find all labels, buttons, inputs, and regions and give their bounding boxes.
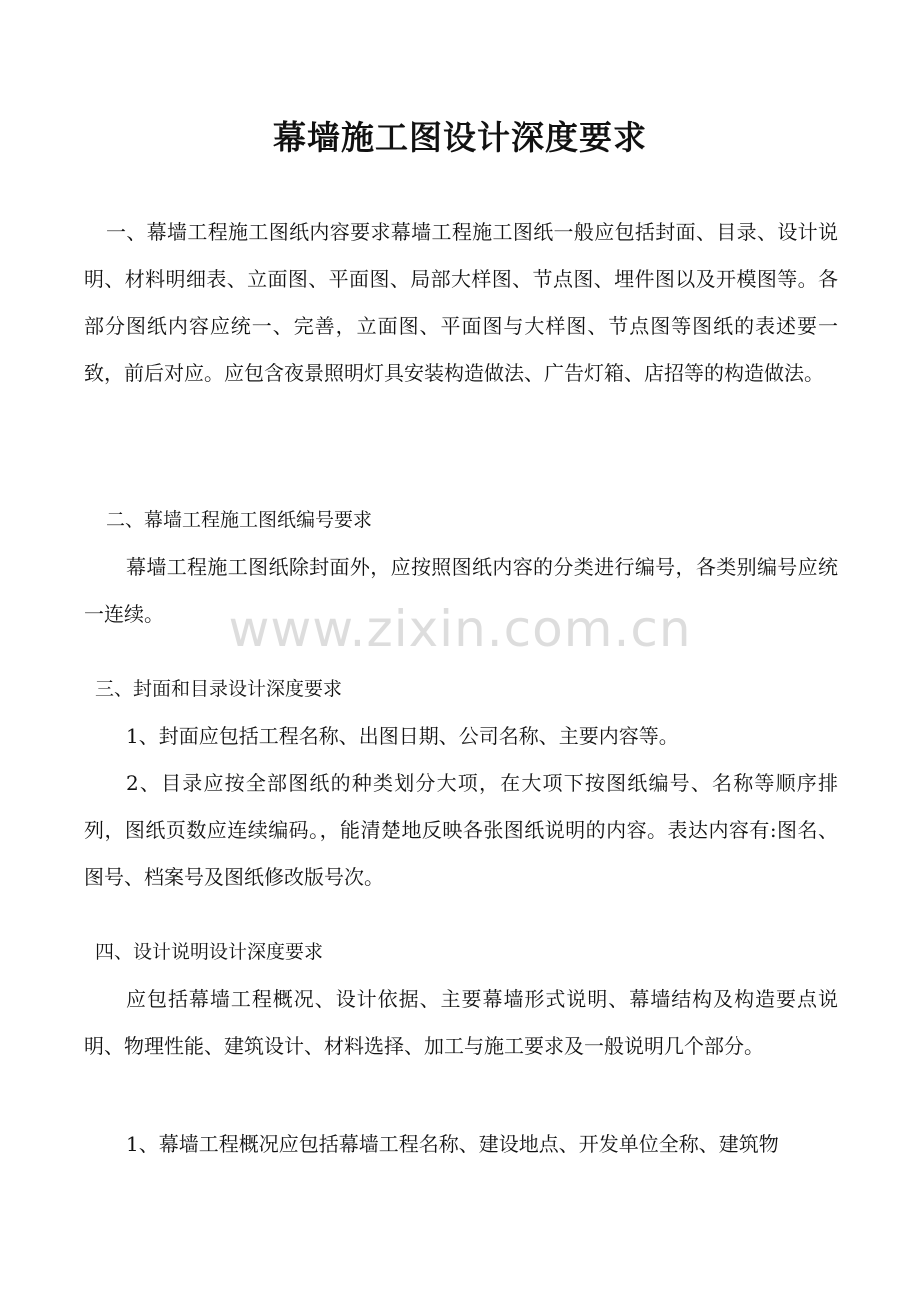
section3-item-1: 1、封面应包括工程名称、出图日期、公司名称、主要内容等。 (126, 724, 679, 748)
document-title: 幕墙施工图设计深度要求 (273, 118, 647, 157)
section2-paragraph: 幕墙工程施工图纸除封面外，应按照图纸内容的分类进行编号，各类别编号应统一连续。 (84, 555, 838, 626)
section1-paragraph: 一、幕墙工程施工图纸内容要求幕墙工程施工图纸一般应包括封面、目录、设计说明、材料明细表、立面图、平面图、局部大样图、节点图、埋件图以及开模图等。各部分图纸内容应统一、完善，立面图、平面图与大样图、节点图等图纸的表述要一致，前后对应。应包含夜景照明灯具安装构造做法、广告灯箱、店招等的构造做法。 (84, 220, 838, 385)
section3-heading: 三、封面和目录设计深度要求 (95, 678, 343, 700)
section2-heading: 二、幕墙工程施工图纸编号要求 (106, 509, 373, 531)
watermark-text: www.zixin.com.cn (228, 600, 692, 658)
section3-item-2: 2、目录应按全部图纸的种类划分大项，在大项下按图纸编号、名称等顺序排列，图纸页数应连续编码。，能清楚地反映各张图纸说明的内容。表达内容有:图名、图号、档案号及图纸修改版号次。 (84, 771, 838, 889)
section4-heading: 四、设计说明设计深度要求 (95, 941, 324, 963)
section4-paragraph: 应包括幕墙工程概况、设计依据、主要幕墙形式说明、幕墙结构及构造要点说明、物理性能、建筑设计、材料选择、加工与施工要求及一般说明几个部分。 (84, 987, 838, 1058)
section4-item-1: 1、幕墙工程概况应包括幕墙工程名称、建设地点、开发单位全称、建筑物 (126, 1132, 779, 1156)
